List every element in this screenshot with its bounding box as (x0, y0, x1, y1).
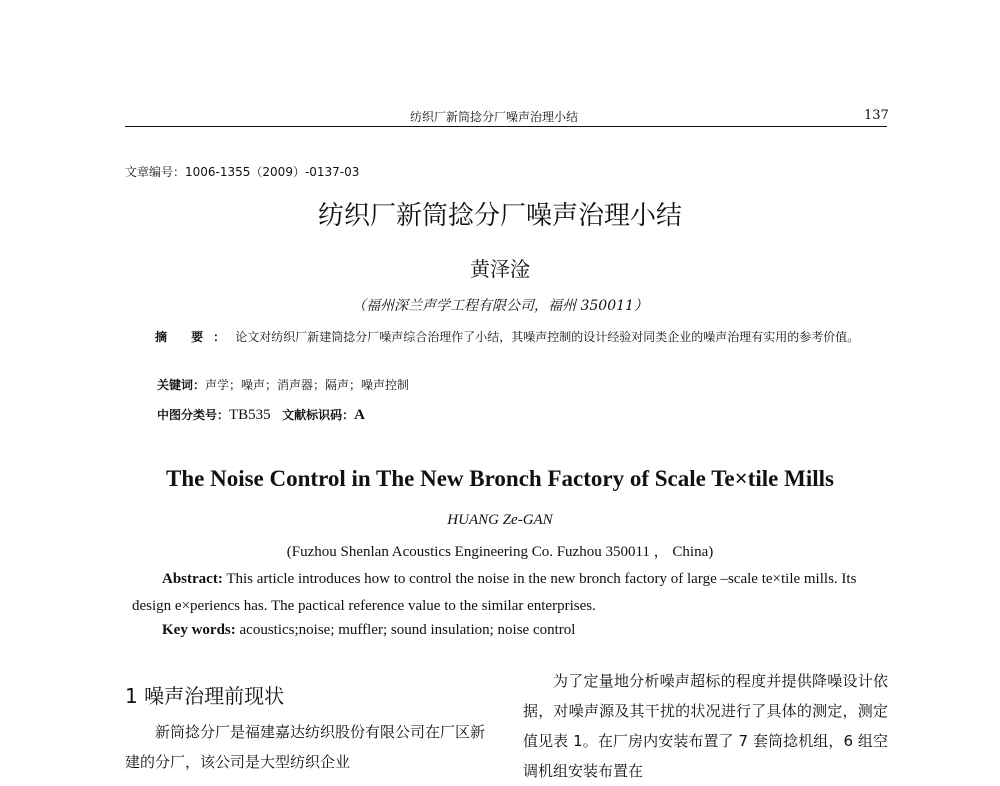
english-title: The Noise Control in The New Bronch Factory of Scale Te×tile Mills (166, 466, 834, 491)
chinese-title: 纺织厂新筒捻分厂噪声治理小结 (317, 201, 682, 231)
clc-value: TB535 (229, 407, 271, 423)
chinese-keywords (157, 376, 409, 393)
chinese-keywords-label: 关键词： (157, 378, 206, 392)
english-abstract-text: This article introduces how to control the noise in the new bronch factory of large –scale te×tile mills. Its design e×periencs has. The pactical reference value to the similar enterprises. (132, 571, 857, 614)
english-keywords-label: Key words: (162, 622, 236, 638)
chinese-abstract-text: 论文对纺织厂新建筒捻分厂噪声综合治理作了小结，其噪声控制的设计经验对同类企业的噪声治理有实用的参考价值。 (235, 330, 860, 344)
chinese-abstract-label: 摘 要： (155, 330, 236, 344)
body-right-column: 为了定量地分析噪声超标的程度并提供降噪设计依据，对噪声源及其干扰的状况进行了具体的测定，测定值见表 1。在厂房内安装布置了 7 套筒捻机组，6 组空调机组安装布置在 (523, 672, 888, 780)
header-rule (125, 126, 887, 127)
english-keywords-text: acoustics;noise; muffler; sound insulation; noise control (239, 622, 576, 638)
clc-label: 中图分类号： (157, 408, 230, 422)
chinese-affiliation: （福州深兰声学工程有限公司，福州 350011） (352, 298, 648, 314)
english-affiliation: (Fuzhou Shenlan Acoustics Engineering Co. Fuzhou 350011 ， China) (286, 544, 714, 560)
doc-code-label: 文献标识码： (282, 408, 355, 422)
chinese-author: 黄泽淦 (470, 257, 530, 281)
english-author: HUANG Ze-GAN (447, 512, 553, 528)
english-abstract-label: Abstract: (162, 571, 223, 587)
english-abstract (132, 566, 890, 620)
chinese-keywords-text: 声学；噪声；消声器；隔声；噪声控制 (205, 378, 410, 392)
english-keywords (162, 622, 575, 639)
chinese-abstract (125, 325, 885, 349)
article-number: 文章编号：1006-1355（2009）-0137-03 (125, 165, 360, 179)
section-heading: 1 噪声治理前现状 (125, 684, 285, 708)
body-left-column: 新筒捻分厂是福建嘉达纺织股份有限公司在厂区新建的分厂，该公司是大型纺织企业 (125, 723, 486, 771)
classification-line (157, 406, 365, 424)
doc-code-value: A (354, 407, 365, 423)
running-title: 纺织厂新筒捻分厂噪声治理小结 (410, 110, 579, 124)
page-number: 137 (864, 108, 889, 123)
